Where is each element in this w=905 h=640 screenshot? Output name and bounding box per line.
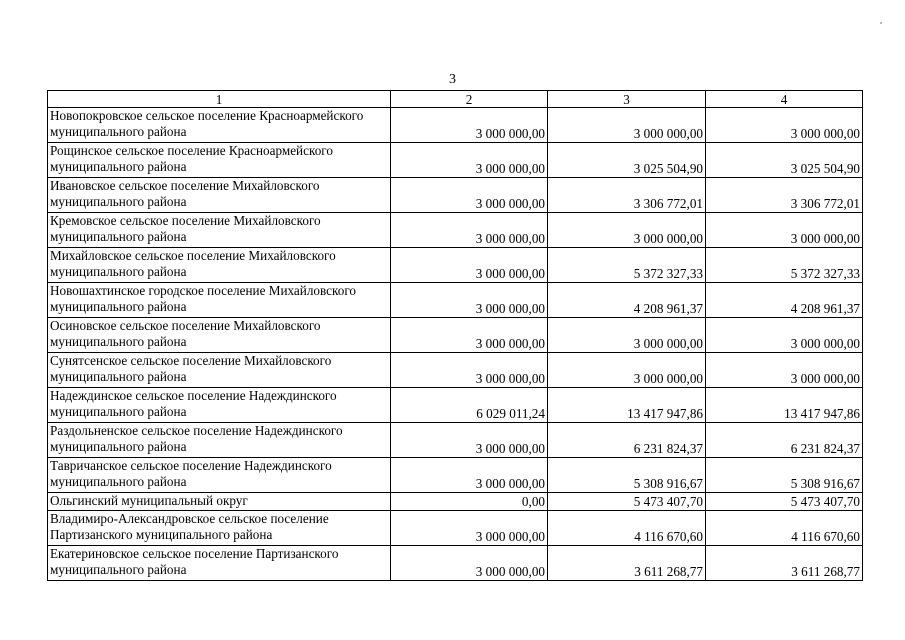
municipality-name: Екатериновское сельское поселение Партизанского муниципального района — [48, 546, 391, 581]
table-row — [48, 143, 863, 178]
table-row — [48, 546, 863, 581]
column-header: 4 — [706, 91, 863, 108]
municipality-name: Ольгинский муниципальный округ — [48, 493, 391, 511]
municipality-name: Сунятсенское сельское поселение Михайловского муниципального района — [48, 353, 391, 388]
amount-col-4: 5 372 327,33 — [706, 248, 863, 283]
amount-col-3: 3 000 000,00 — [548, 318, 706, 353]
municipality-name: Рощинское сельское поселение Красноармейского муниципального района — [48, 143, 391, 178]
table-row — [48, 283, 863, 318]
amount-col-4: 3 000 000,00 — [706, 353, 863, 388]
amount-col-3: 5 473 407,70 — [548, 493, 706, 511]
amount-col-3: 3 000 000,00 — [548, 213, 706, 248]
municipality-name: Владимиро-Александровское сельское поселение Партизанского муниципального района — [48, 511, 391, 546]
table-header-row — [48, 91, 863, 108]
table-row — [48, 108, 863, 143]
municipality-name: Тавричанское сельское поселение Надеждинского муниципального района — [48, 458, 391, 493]
amount-col-4: 6 231 824,37 — [706, 423, 863, 458]
municipality-name: Осиновское сельское поселение Михайловского муниципального района — [48, 318, 391, 353]
amount-col-4: 3 306 772,01 — [706, 178, 863, 213]
amount-col-3: 3 000 000,00 — [548, 108, 706, 143]
amount-col-2: 3 000 000,00 — [391, 213, 548, 248]
amount-col-2: 0,00 — [391, 493, 548, 511]
amount-col-3: 3 025 504,90 — [548, 143, 706, 178]
table-row — [48, 318, 863, 353]
amount-col-2: 3 000 000,00 — [391, 511, 548, 546]
amount-col-2: 3 000 000,00 — [391, 318, 548, 353]
amount-col-3: 5 308 916,67 — [548, 458, 706, 493]
amount-col-2: 3 000 000,00 — [391, 353, 548, 388]
amount-col-3: 3 000 000,00 — [548, 353, 706, 388]
amount-col-3: 6 231 824,37 — [548, 423, 706, 458]
table-row — [48, 493, 863, 511]
amount-col-2: 3 000 000,00 — [391, 423, 548, 458]
amount-col-4: 5 308 916,67 — [706, 458, 863, 493]
amount-col-2: 3 000 000,00 — [391, 108, 548, 143]
amount-col-4: 3 000 000,00 — [706, 318, 863, 353]
table-row — [48, 388, 863, 423]
table-row — [48, 248, 863, 283]
amount-col-4: 3 000 000,00 — [706, 213, 863, 248]
municipality-name: Кремовское сельское поселение Михайловского муниципального района — [48, 213, 391, 248]
scan-speck — [880, 22, 882, 24]
municipality-name: Михайловское сельское поселение Михайловского муниципального района — [48, 248, 391, 283]
amount-col-3: 3 306 772,01 — [548, 178, 706, 213]
amount-col-4: 3 000 000,00 — [706, 108, 863, 143]
municipality-name: Ивановское сельское поселение Михайловского муниципального района — [48, 178, 391, 213]
table-row — [48, 178, 863, 213]
column-header: 3 — [548, 91, 706, 108]
amount-col-4: 5 473 407,70 — [706, 493, 863, 511]
table-row — [48, 511, 863, 546]
amount-col-3: 3 611 268,77 — [548, 546, 706, 581]
amount-col-4: 3 611 268,77 — [706, 546, 863, 581]
amount-col-4: 13 417 947,86 — [706, 388, 863, 423]
amount-col-2: 3 000 000,00 — [391, 458, 548, 493]
amount-col-2: 3 000 000,00 — [391, 178, 548, 213]
municipality-name: Надеждинское сельское поселение Надеждинского муниципального района — [48, 388, 391, 423]
amount-col-4: 4 116 670,60 — [706, 511, 863, 546]
table-row — [48, 353, 863, 388]
table-row — [48, 458, 863, 493]
amount-col-3: 4 208 961,37 — [548, 283, 706, 318]
amount-col-3: 5 372 327,33 — [548, 248, 706, 283]
budget-table — [47, 90, 863, 581]
amount-col-3: 13 417 947,86 — [548, 388, 706, 423]
column-header: 2 — [391, 91, 548, 108]
amount-col-2: 3 000 000,00 — [391, 283, 548, 318]
amount-col-2: 6 029 011,24 — [391, 388, 548, 423]
table-row — [48, 213, 863, 248]
table-row — [48, 423, 863, 458]
amount-col-4: 4 208 961,37 — [706, 283, 863, 318]
amount-col-3: 4 116 670,60 — [548, 511, 706, 546]
page-number: 3 — [449, 72, 456, 87]
amount-col-2: 3 000 000,00 — [391, 546, 548, 581]
municipality-name: Новошахтинское городское поселение Михайловского муниципального района — [48, 283, 391, 318]
amount-col-2: 3 000 000,00 — [391, 248, 548, 283]
municipality-name: Раздольненское сельское поселение Надеждинского муниципального района — [48, 423, 391, 458]
municipality-name: Новопокровское сельское поселение Красноармейского муниципального района — [48, 108, 391, 143]
amount-col-2: 3 000 000,00 — [391, 143, 548, 178]
column-header: 1 — [48, 91, 391, 108]
amount-col-4: 3 025 504,90 — [706, 143, 863, 178]
